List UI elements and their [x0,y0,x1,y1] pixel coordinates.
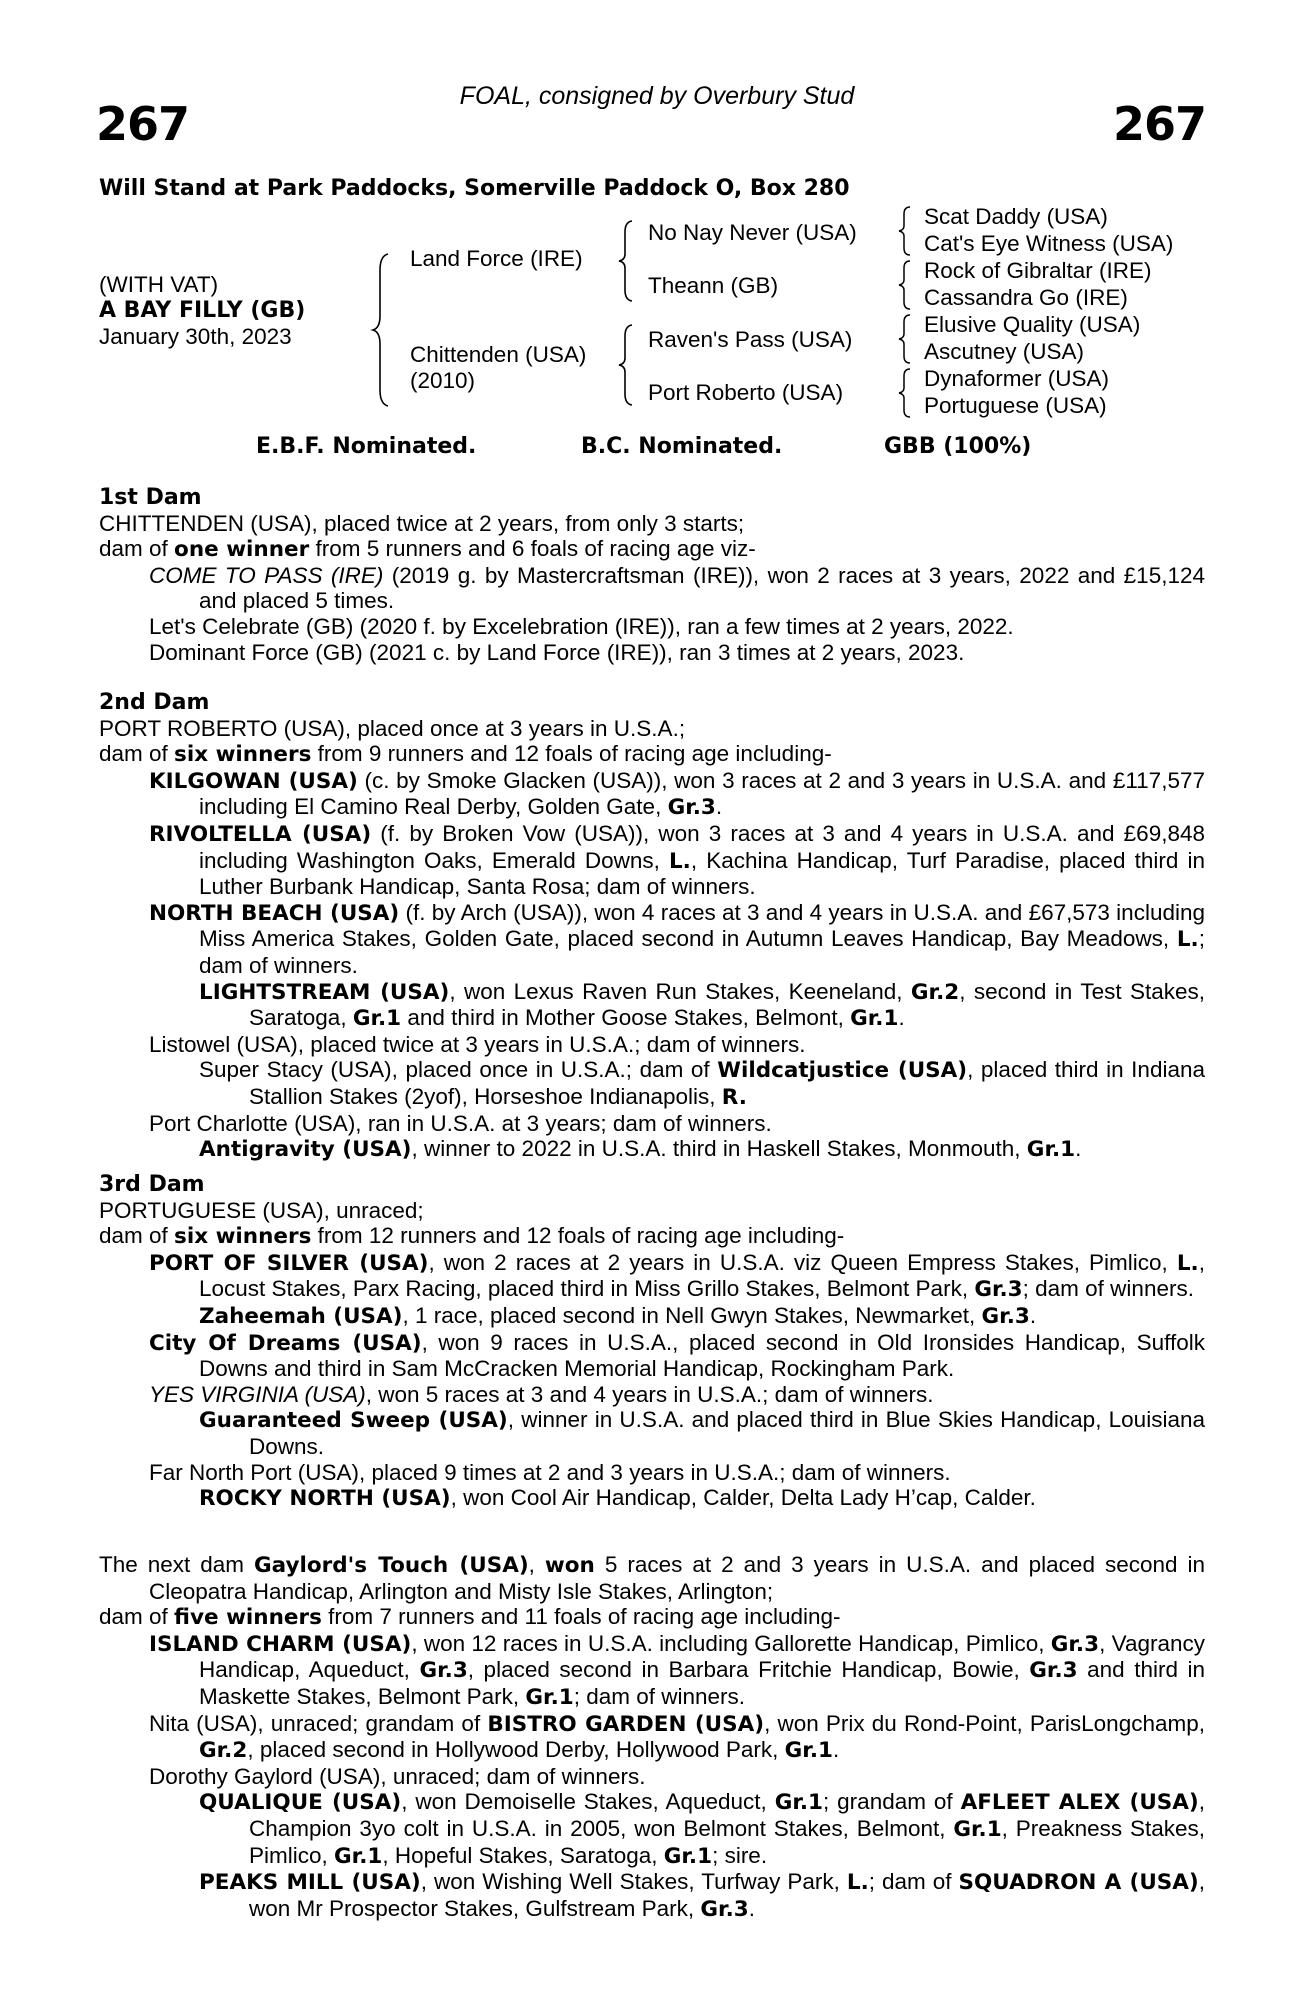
dam: Chittenden (USA) [410,342,587,367]
first-dam-para: Dominant Force (GB) (2021 c. by Land Force (IRE)), ran 3 times at 2 years, 2023. [149,639,965,665]
g-ancestor-2: Cat's Eye Witness (USA) [924,231,1174,256]
g-ancestor-3: Rock of Gibraltar (IRE) [924,258,1152,283]
second-dam-para: dam of six winners from 9 runners and 12 foals of racing age including- [99,741,832,768]
second-dam-para: PORT ROBERTO (USA), placed once at 3 years in U.S.A.; [99,715,686,741]
first-dam-para: CHITTENDEN (USA), placed twice at 2 years, from only 3 starts; [99,510,745,536]
third-dam-para: dam of six winners from 12 runners and 12 foals of racing age including- [99,1223,845,1250]
sire-dam: Theann (GB) [648,273,779,298]
sire: Land Force (IRE) [410,246,583,271]
g-ancestor-5: Elusive Quality (USA) [924,312,1141,337]
second-dam-para: KILGOWAN (USA) (c. by Smoke Glacken (USA)), won 3 races at 2 and 3 years in U.S.A. and £117,577 including El Camino Real Derby, Golden Gate, Gr.3. [149,767,1205,821]
second-dam-para: LIGHTSTREAM (USA), won Lexus Raven Run Stakes, Keeneland, Gr.2, second in Test Stakes, Saratoga, Gr.1 and third in Mother Goose Stakes, Belmont, Gr.1. [199,978,1206,1032]
g-brace-1 [896,204,916,258]
third-dam-para: PORTUGUESE (USA), unraced; [99,1197,424,1223]
next-dam-para: QUALIQUE (USA), won Demoiselle Stakes, Aqueduct, Gr.1; grandam of AFLEET ALEX (USA), Champion 3yo colt in U.S.A. in 2005, won Belmont Stakes, Belmont, Gr.1, Preakness Stakes, Pimlico, Gr.1, Hopeful Stakes, Saratoga, Gr.1; sire. [199,1789,1206,1869]
second-dam-para: NORTH BEACH (USA) (f. by Arch (USA)), won 4 races at 3 and 4 years in U.S.A. and £67,573 including Miss America Stakes, Golden Gate, placed second in Autumn Leaves Handicap, Bay Meadows, L.; dam of winners. [149,899,1205,978]
next-dam-para: PEAKS MILL (USA), won Wishing Well Stakes, Turfway Park, L.; dam of SQUADRON A (USA), won Mr Prospector Stakes, Gulfstream Park, Gr.3. [199,1869,1205,1922]
lot-number-right: 267 [1112,97,1206,151]
third-dam-section [99,1172,1205,1512]
third-dam-para: City Of Dreams (USA), won 9 races in U.S.A., placed second in Old Ironsides Handicap, Suffolk Downs and third in Sam McCracken Memorial Handicap, Rockingham Park. [149,1329,1205,1382]
g-ancestor-8: Portuguese (USA) [924,393,1107,418]
third-dam-para: Far North Port (USA), placed 9 times at 2 and 3 years in U.S.A.; dam of winners. [149,1459,951,1485]
g-ancestor-4: Cassandra Go (IRE) [924,285,1128,310]
third-dam-para: YES VIRGINIA (USA), won 5 races at 3 and 4 years in U.S.A.; dam of winners. [149,1381,934,1407]
dam-sire: Raven's Pass (USA) [648,327,853,352]
first-dam-title: 1st Dam [99,485,202,510]
next-dam-para: Nita (USA), unraced; grandam of BISTRO GARDEN (USA), won Prix du Rond-Point, ParisLongchamp, Gr.2, placed second in Hollywood Derby, Hollywood Park, Gr.1. [149,1710,1205,1764]
first-dam-para: Let's Celebrate (GB) (2020 f. by Excelebration (IRE)), ran a few times at 2 years, 2022. [149,613,1014,639]
subject-name: A BAY FILLY (GB) [99,298,306,323]
next-dam-para: dam of five winners from 7 runners and 11 foals of racing age including- [99,1604,841,1631]
first-dam-para: dam of one winner from 5 runners and 6 foals of racing age viz- [99,536,756,563]
gbb-status: GBB (100%) [884,434,1032,459]
sire-brace [616,218,638,304]
next-dam-para: Dorothy Gaylord (USA), unraced; dam of winners. [149,1763,646,1789]
third-dam-para: Zaheemah (USA), 1 race, placed second in Nell Gwyn Stakes, Newmarket, Gr.3. [199,1302,1037,1329]
consignment-line: FOAL, consigned by Overbury Stud [459,82,855,110]
third-dam-para: PORT OF SILVER (USA), won 2 races at 2 years in U.S.A. viz Queen Empress Stakes, Pimlico, L., Locust Stakes, Parx Racing, placed third in Miss Grillo Stakes, Belmont Park, Gr.3; dam of winners. [149,1249,1205,1303]
first-dam-para: COME TO PASS (IRE) (2019 g. by Mastercraftsman (IRE)), won 2 races at 3 years, 2022 and £15,124 and placed 5 times. [149,562,1205,614]
second-dam-para: Super Stacy (USA), placed once in U.S.A.; dam of Wildcatjustice (USA), placed third in Indiana Stallion Stakes (2yof), Horseshoe Indianapolis, R. [199,1057,1205,1110]
next-dam-para: The next dam Gaylord's Touch (USA), won 5 races at 2 and 3 years in U.S.A. and placed second in Cleopatra Handicap, Arlington and Misty Isle Stakes, Arlington; [99,1552,1205,1604]
g-ancestor-6: Ascutney (USA) [924,339,1085,364]
third-dam-para: Guaranteed Sweep (USA), winner in U.S.A. and placed third in Blue Skies Handicap, Louisiana Downs. [199,1407,1205,1459]
second-dam-para: Port Charlotte (USA), ran in U.S.A. at 3 years; dam of winners. [149,1110,772,1136]
third-dam-para: ROCKY NORTH (USA), won Cool Air Handicap, Calder, Delta Lady H’cap, Calder. [199,1485,1036,1512]
g-brace-3 [896,312,916,366]
second-dam-para: RIVOLTELLA (USA) (f. by Broken Vow (USA)), won 3 races at 3 and 4 years in U.S.A. and £69,848 including Washington Oaks, Emerald Downs, L., Kachina Handicap, Turf Paradise, placed third in Luther Burbank Handicap, Santa Rosa; dam of winners. [149,820,1205,900]
dam-year: (2010) [410,368,476,393]
g-brace-4 [896,366,916,420]
sire-sire: No Nay Never (USA) [648,220,857,245]
stand-location: Will Stand at Park Paddocks, Somerville Paddock O, Box 280 [99,176,850,201]
bc-nomination: B.C. Nominated. [581,434,783,459]
second-dam-para: Listowel (USA), placed twice at 3 years in U.S.A.; dam of winners. [149,1031,806,1057]
third-dam-title: 3rd Dam [99,1172,205,1197]
second-dam-title: 2nd Dam [99,690,210,715]
ebf-nomination: E.B.F. Nominated. [256,434,477,459]
main-brace [370,250,396,410]
dam-dam: Port Roberto (USA) [648,380,844,405]
first-dam-section [99,485,1205,665]
lot-number-left: 267 [96,97,190,151]
g-brace-2 [896,258,916,312]
g-ancestor-7: Dynaformer (USA) [924,366,1110,391]
second-dam-para: Antigravity (USA), winner to 2022 in U.S.A. third in Haskell Stakes, Monmouth, Gr.1. [199,1136,1082,1163]
next-dam-section [99,1552,1205,1922]
second-dam-section [99,690,1205,1163]
vat-label: (WITH VAT) [99,272,219,297]
next-dam-para: ISLAND CHARM (USA), won 12 races in U.S.A. including Gallorette Handicap, Pimlico, Gr.3, Vagrancy Handicap, Aqueduct, Gr.3, placed second in Barbara Fritchie Handicap, Bowie, Gr.3 and third in Maskette Stakes, Belmont Park, Gr.1; dam of winners. [149,1630,1205,1710]
dam-brace [616,322,638,408]
subject-dob: January 30th, 2023 [99,324,292,349]
g-ancestor-1: Scat Daddy (USA) [924,204,1108,229]
